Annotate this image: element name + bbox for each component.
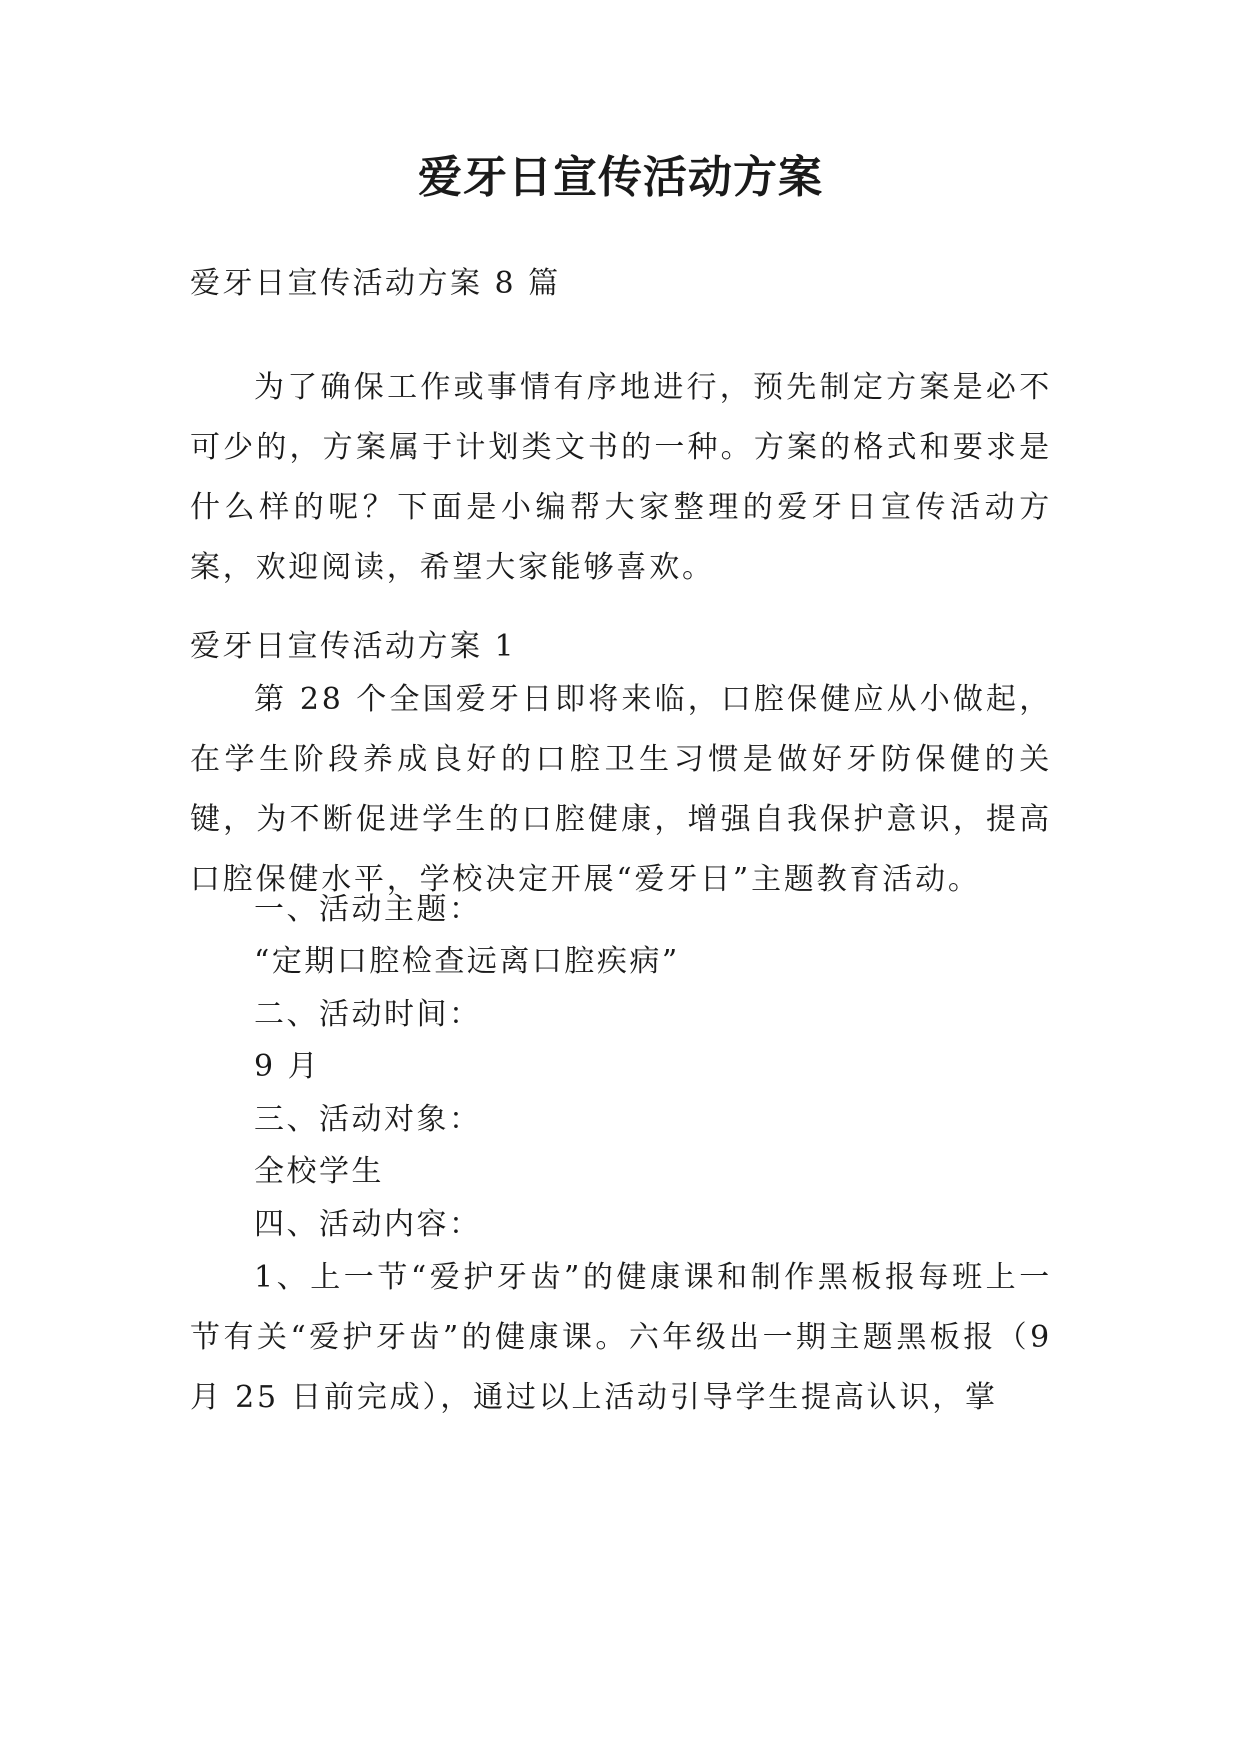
item-label-target: 三、活动对象：	[254, 1102, 482, 1137]
document-subtitle: 爱牙日宣传活动方案 8 篇	[190, 266, 561, 301]
item-label-content: 四、活动内容：	[254, 1207, 482, 1242]
item-value-target: 全校学生	[254, 1154, 384, 1189]
item-label-time: 二、活动时间：	[254, 997, 482, 1032]
document-title: 爱牙日宣传活动方案	[418, 152, 823, 203]
item-label-theme: 一、活动主题：	[254, 892, 482, 927]
section-heading: 爱牙日宣传活动方案 1	[190, 629, 517, 664]
intro-paragraph: 为了确保工作或事情有序地进行，预先制定方案是必不可少的，方案属于计划类文书的一种。方案的格式和要求是什么样的呢？下面是小编帮大家整理的爱牙日宣传活动方案，欢迎阅读，希望大家能够喜欢。	[190, 370, 1052, 585]
item-value-time: 9 月	[254, 1049, 321, 1084]
content-paragraph: 1、上一节“爱护牙齿”的健康课和制作黑板报每班上一节有关“爱护牙齿”的健康课。六年级出一期主题黑板报（9 月 25 日前完成），通过以上活动引导学生提高认识，掌	[190, 1260, 1052, 1415]
item-value-theme: “定期口腔检查远离口腔疾病”	[254, 944, 680, 979]
section-paragraph: 第 28 个全国爱牙日即将来临，口腔保健应从小做起，在学生阶段养成良好的口腔卫生习惯是做好牙防保健的关键，为不断促进学生的口腔健康，增强自我保护意识，提高口腔保健水平，学校决定开展“爱牙日”主题教育活动。	[190, 682, 1052, 897]
